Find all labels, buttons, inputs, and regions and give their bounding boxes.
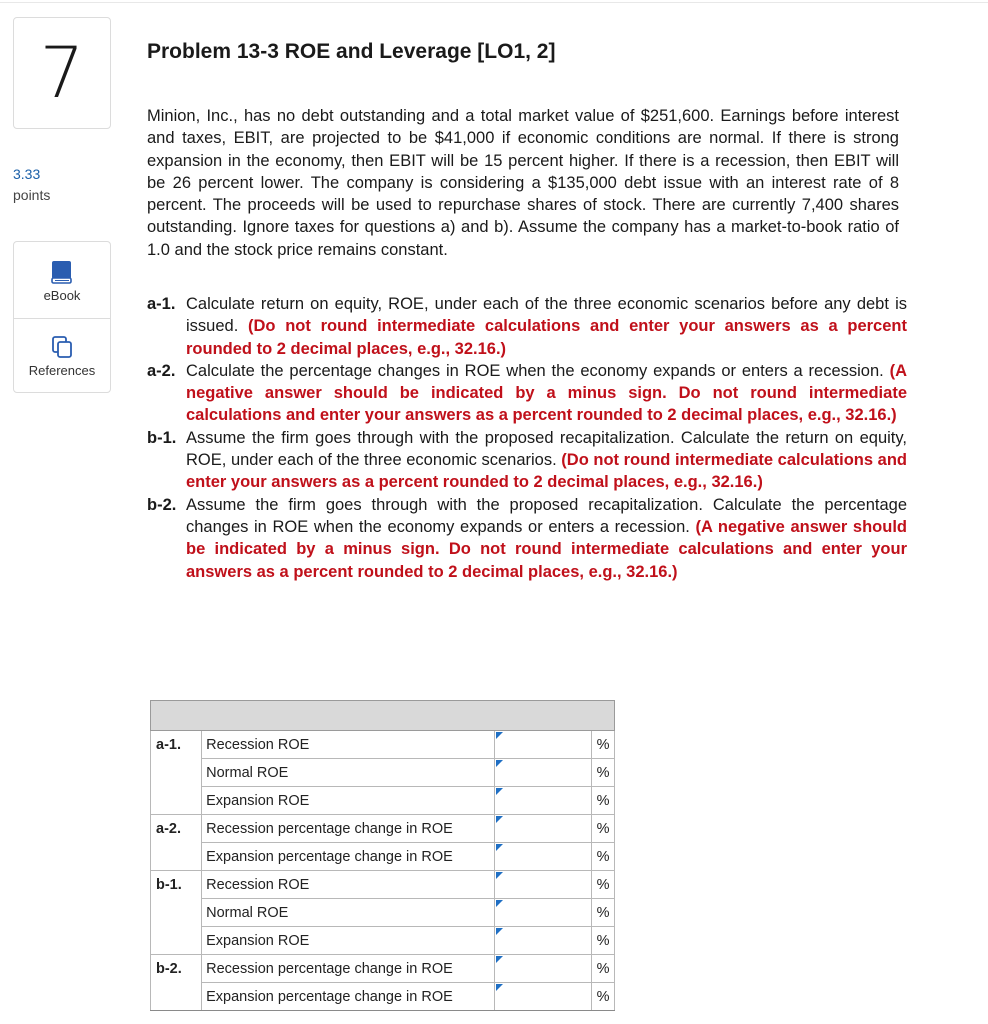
row-description: Expansion ROE [202, 927, 495, 955]
answer-input[interactable] [495, 986, 591, 1008]
percent-unit: % [592, 843, 615, 871]
row-group-label [151, 759, 202, 787]
row-description: Normal ROE [202, 759, 495, 787]
answer-input[interactable] [495, 874, 591, 896]
required-flag-icon [496, 984, 503, 991]
row-group-label: a-2. [151, 815, 202, 843]
part-a2 [147, 360, 907, 427]
points-label: points [13, 187, 51, 203]
part-label: a-2. [147, 361, 176, 380]
references-label: References [28, 363, 96, 378]
answer-row [151, 815, 615, 843]
row-group-label [151, 787, 202, 815]
question-number-box [13, 17, 111, 129]
part-instruction: (Do not round intermediate calculations and enter your answers as a percent rounded to 2 decimal places, e.g., 32.16.) [186, 451, 907, 492]
percent-unit: % [592, 759, 615, 787]
answer-table-header [151, 701, 615, 731]
answer-input-cell[interactable] [495, 899, 592, 927]
answer-row [151, 983, 615, 1011]
required-flag-icon [496, 900, 503, 907]
ebook-button[interactable] [14, 242, 110, 318]
answer-input[interactable] [495, 818, 591, 840]
row-description: Recession percentage change in ROE [202, 955, 495, 983]
required-flag-icon [496, 788, 503, 795]
answer-input-cell[interactable] [495, 843, 592, 871]
answer-row [151, 787, 615, 815]
top-divider [0, 2, 988, 3]
answer-input-cell[interactable] [495, 815, 592, 843]
answer-row [151, 843, 615, 871]
answer-row [151, 955, 615, 983]
part-b2 [147, 494, 907, 583]
part-label: a-1. [147, 295, 176, 313]
row-description: Expansion percentage change in ROE [202, 983, 495, 1011]
row-group-label: b-2. [151, 955, 202, 983]
row-description: Recession percentage change in ROE [202, 815, 495, 843]
tools-panel [13, 241, 111, 393]
references-button[interactable] [14, 319, 110, 393]
answer-row [151, 899, 615, 927]
required-flag-icon [496, 816, 503, 823]
answer-input[interactable] [495, 762, 591, 784]
answer-row [151, 871, 615, 899]
row-description: Expansion ROE [202, 787, 495, 815]
question-number: 7 [39, 32, 85, 114]
row-group-label [151, 843, 202, 871]
part-label: b-1. [147, 428, 177, 447]
row-group-label [151, 983, 202, 1011]
part-a1 [147, 293, 907, 360]
answer-input[interactable] [495, 958, 591, 980]
part-text: Assume the firm goes through with the proposed recapitalization. Calculate the return on equity, ROE, under each of the three economic scenarios. [186, 428, 907, 470]
part-text: Calculate the percentage changes in ROE when the economy expands or enters a recession. [186, 361, 890, 380]
percent-unit: % [592, 927, 615, 955]
percent-unit: % [592, 787, 615, 815]
part-instruction: (Do not round intermediate calculations and enter your answers as a percent rounded to 2 decimal places, e.g., 32.16.) [186, 317, 907, 358]
part-b1 [147, 427, 907, 494]
question-parts [147, 293, 907, 583]
row-description: Expansion percentage change in ROE [202, 843, 495, 871]
required-flag-icon [496, 732, 503, 739]
part-instruction: (A negative answer should be indicated by a minus sign. Do not round intermediate calculations and enter your answers as a percent rounded to 2 decimal places, e.g., 32.16.) [186, 361, 907, 425]
problem-intro: Minion, Inc., has no debt outstanding and a total market value of $251,600. Earnings before interest and taxes, EBIT, are projected to be $41,000 if economic conditions are normal. If there is strong expansion in the economy, then EBIT will be 15 percent higher. If there is a recession, then EBIT will be 26 percent lower. The company is considering a $135,000 debt issue with an interest rate of 8 percent. The proceeds will be used to repurchase shares of stock. There are currently 7,400 shares outstanding. Ignore taxes for questions a) and b). Assume the company has a market-to-book ratio of 1.0 and the stock price remains constant. [147, 107, 899, 259]
answer-row [151, 759, 615, 787]
row-description: Normal ROE [202, 899, 495, 927]
percent-unit: % [592, 899, 615, 927]
required-flag-icon [496, 928, 503, 935]
row-group-label: a-1. [151, 731, 202, 759]
part-instruction: (A negative answer should be indicated by a minus sign. Do not round intermediate calculations and enter your answers as a percent rounded to 2 decimal places, e.g., 32.16.) [186, 517, 908, 581]
answer-input[interactable] [495, 902, 591, 924]
answer-table [150, 700, 615, 1011]
answer-input[interactable] [495, 734, 591, 756]
header-cell [151, 701, 615, 731]
answer-input[interactable] [495, 790, 591, 812]
answer-input-cell[interactable] [495, 731, 592, 759]
points-value: 3.33 [13, 166, 41, 182]
answer-row [151, 731, 615, 759]
answer-input-cell[interactable] [495, 955, 592, 983]
answer-row [151, 927, 615, 955]
part-label: b-2. [147, 495, 177, 514]
part-text: Calculate return on equity, ROE, under each of the three economic scenarios before any debt is issued. [186, 295, 907, 336]
required-flag-icon [496, 956, 503, 963]
required-flag-icon [496, 844, 503, 851]
answer-input-cell[interactable] [495, 927, 592, 955]
part-text: Assume the firm goes through with the proposed recapitalization. Calculate the percentage changes in ROE when the economy expands or enters a recession. [186, 495, 907, 536]
book-icon [51, 260, 73, 284]
answer-input-cell[interactable] [495, 787, 592, 815]
answer-input[interactable] [495, 846, 591, 868]
row-description: Recession ROE [202, 871, 495, 899]
percent-unit: % [592, 871, 615, 899]
answer-input-cell[interactable] [495, 983, 592, 1011]
row-description: Recession ROE [202, 731, 495, 759]
problem-title: Problem 13-3 ROE and Leverage [LO1, 2] [147, 40, 556, 63]
answer-input-cell[interactable] [495, 759, 592, 787]
percent-unit: % [592, 983, 615, 1011]
answer-input-cell[interactable] [495, 871, 592, 899]
required-flag-icon [496, 872, 503, 879]
copy-icon [51, 335, 73, 359]
answer-input[interactable] [495, 930, 591, 952]
required-flag-icon [496, 760, 503, 767]
percent-unit: % [592, 955, 615, 983]
row-group-label [151, 899, 202, 927]
ebook-label: eBook [43, 288, 81, 303]
row-group-label: b-1. [151, 871, 202, 899]
percent-unit: % [592, 731, 615, 759]
percent-unit: % [592, 815, 615, 843]
row-group-label [151, 927, 202, 955]
